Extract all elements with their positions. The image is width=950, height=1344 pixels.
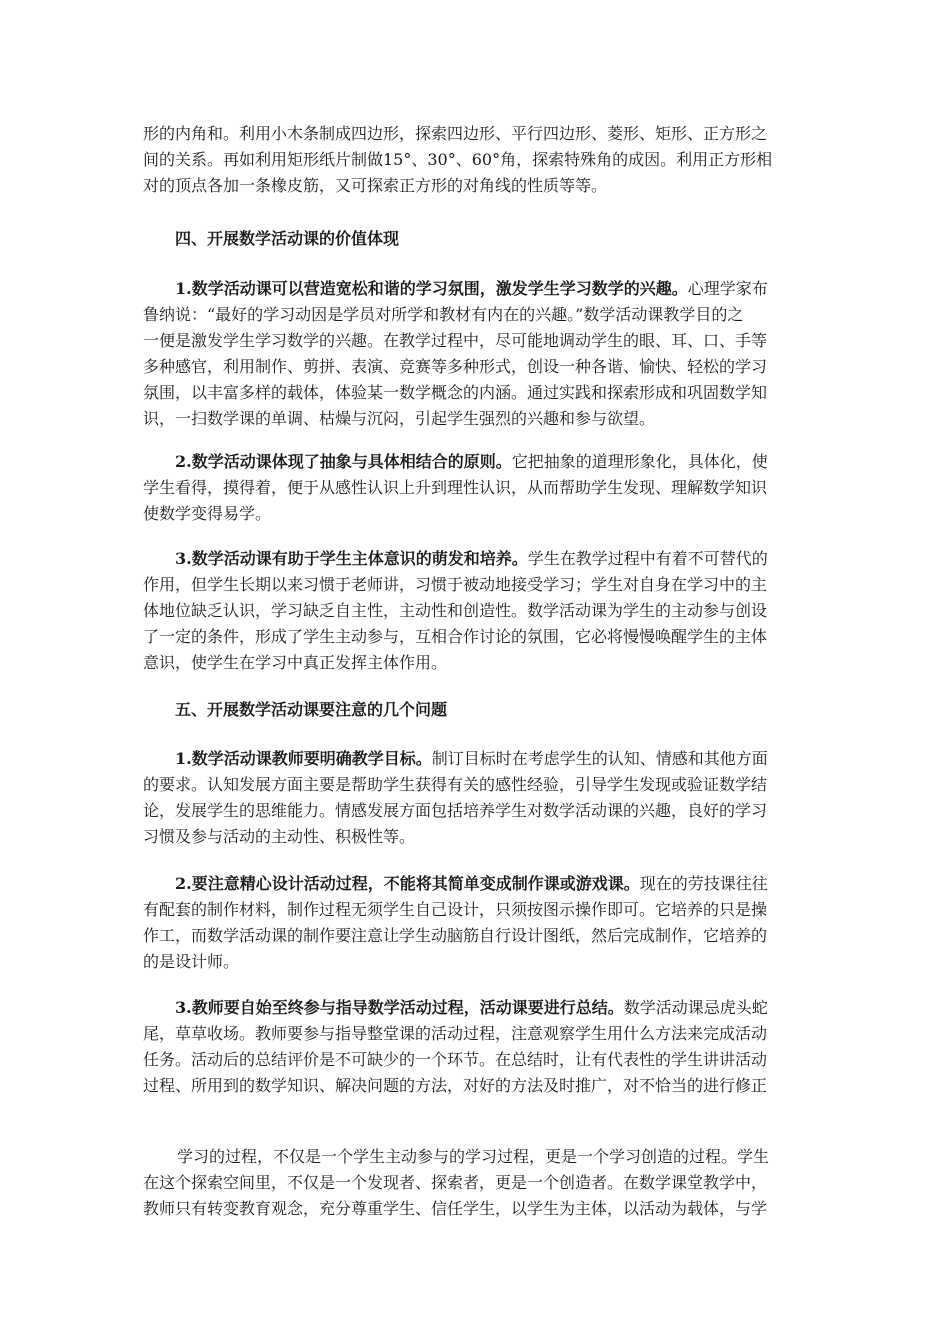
paragraph-first-line <box>143 995 809 1021</box>
section-4-paragraph-3 <box>143 546 809 676</box>
section-4-paragraph-1 <box>143 276 809 432</box>
text-line: 意识，使学生在学习中真正发挥主体作用。 <box>143 653 448 672</box>
text-line: 氛围，以丰富多样的载体，体验某一数学概念的内涵。通过实践和探索形成和巩固数学知 <box>143 383 768 402</box>
section-5-paragraph-1 <box>143 746 809 850</box>
section-4-heading-block <box>143 226 809 252</box>
text-line: 一便是激发学生学习数学的兴趣。在教学过程中，尽可能地调动学生的眼、耳、口、手等 <box>143 331 768 350</box>
text-line: 习惯及参与活动的主动性、积极性等。 <box>143 827 416 846</box>
paragraph-lead: 3.数学活动课有助于学生主体意识的萌发和培养。 <box>175 549 528 568</box>
paragraph-text: 心理学家布 <box>687 279 768 298</box>
text-line: 论，发展学生的思维能力。情感发展方面包括培养学生对数学活动课的兴趣，良好的学习 <box>143 801 768 820</box>
paragraph-lead: 2.要注意精心设计活动过程，不能将其简单变成制作课或游戏课。 <box>175 874 640 893</box>
paragraph-lead: 2.数学活动课体现了抽象与具体相结合的原则。 <box>175 452 512 471</box>
paragraph-first-line <box>143 746 809 772</box>
closing-paragraph <box>143 1144 809 1222</box>
text-line: 教师只有转变教育观念，充分尊重学生、信任学生，以学生为主体，以活动为载体，与学 <box>143 1199 768 1218</box>
paragraph-lead: 1.数学活动课教师要明确教学目标。 <box>175 749 432 768</box>
text-line: 了一定的条件，形成了学生主动参与，互相合作讨论的氛围，它必将慢慢唤醒学生的主体 <box>143 627 768 646</box>
section-5-paragraph-2 <box>143 871 809 975</box>
section-5-heading-block <box>143 697 809 723</box>
text-line: 的是设计师。 <box>143 952 240 971</box>
text-line: 任务。活动后的总结评价是不可缺少的一个环节。在总结时，让有代表性的学生讲讲活动 <box>143 1050 768 1069</box>
section-4-paragraph-2 <box>143 449 809 527</box>
text-line: 过程、所用到的数学知识、解决问题的方法，对好的方法及时推广，对不恰当的进行修正 <box>143 1076 768 1095</box>
paragraph-text: 它把抽象的道理形象化，具体化，使 <box>511 452 768 471</box>
text-line: 体地位缺乏认识，学习缺乏自主性，主动性和创造性。数学活动课为学生的主动参与创设 <box>143 601 768 620</box>
section-heading: 五、开展数学活动课要注意的几个问题 <box>175 700 448 719</box>
text-line: 多种感官，利用制作、剪拼、表演、竞赛等多种形式，创设一种各谐、愉快、轻松的学习 <box>143 357 768 376</box>
text-line: 形的内角和。利用小木条制成四边形，探索四边形、平行四边形、菱形、矩形、正方形之 <box>143 124 768 143</box>
section-5-paragraph-3 <box>143 995 809 1099</box>
text-line: 识，一扫数学课的单调、枯燥与沉闷，引起学生强烈的兴趣和参与欲望。 <box>143 409 656 428</box>
text-line: 作工，而数学活动课的制作要注意让学生动脑筋自行设计图纸，然后完成制作，它培养的 <box>143 926 768 945</box>
paragraph-text: 现在的劳技课往往 <box>639 874 768 893</box>
text-line: 尾，草草收场。教师要参与指导整堂课的活动过程，注意观察学生用什么方法来完成活动 <box>143 1024 768 1043</box>
paragraph-text: 数学活动课忌虎头蛇 <box>623 998 768 1017</box>
text-line: 学习的过程，不仅是一个学生主动参与的学习过程，更是一个学习创造的过程。学生 <box>177 1147 770 1166</box>
paragraph-first-line <box>143 546 809 572</box>
text-line: 使数学变得易学。 <box>143 504 272 523</box>
text-line: 鲁纳说：“最好的学习动因是学员对所学和教材有内在的兴趣。”数学活动课教学目的之 <box>143 305 744 324</box>
paragraph-lead: 1.数学活动课可以营造宽松和谐的学习氛围，激发学生学习数学的兴趣。 <box>175 279 688 298</box>
section-heading: 四、开展数学活动课的价值体现 <box>175 229 400 248</box>
text-line: 有配套的制作材料，制作过程无须学生自己设计，只须按图示操作即可。它培养的只是操 <box>143 900 768 919</box>
paragraph-first-line <box>143 871 809 897</box>
paragraph-text: 制订目标时在考虑学生的认知、情感和其他方面 <box>431 749 768 768</box>
text-line: 学生看得，摸得着，便于从感性认识上升到理性认识，从而帮助学生发现、理解数学知识 <box>143 478 768 497</box>
text-line: 对的顶点各加一条橡皮筋，又可探索正方形的对角线的性质等等。 <box>143 176 608 195</box>
paragraph-first-line <box>143 449 809 475</box>
paragraph-first-line <box>143 276 809 302</box>
text-line: 的要求。认知发展方面主要是帮助学生获得有关的感性经验，引导学生发现或验证数学结 <box>143 775 768 794</box>
intro-paragraph <box>143 121 809 199</box>
text-line: 在这个探索空间里，不仅是一个发现者、探索者，更是一个创造者。在数学课堂教学中， <box>143 1173 768 1192</box>
paragraph-text: 学生在教学过程中有着不可替代的 <box>527 549 768 568</box>
text-line: 作用，但学生长期以来习惯于老师讲，习惯于被动地接受学习；学生对自身在学习中的主 <box>143 575 768 594</box>
paragraph-lead: 3.教师要自始至终参与指导数学活动过程，活动课要进行总结。 <box>175 998 624 1017</box>
text-line: 间的关系。再如利用矩形纸片制做15°、30°、60°角，探索特殊角的成因。利用正方形相 <box>143 150 773 169</box>
